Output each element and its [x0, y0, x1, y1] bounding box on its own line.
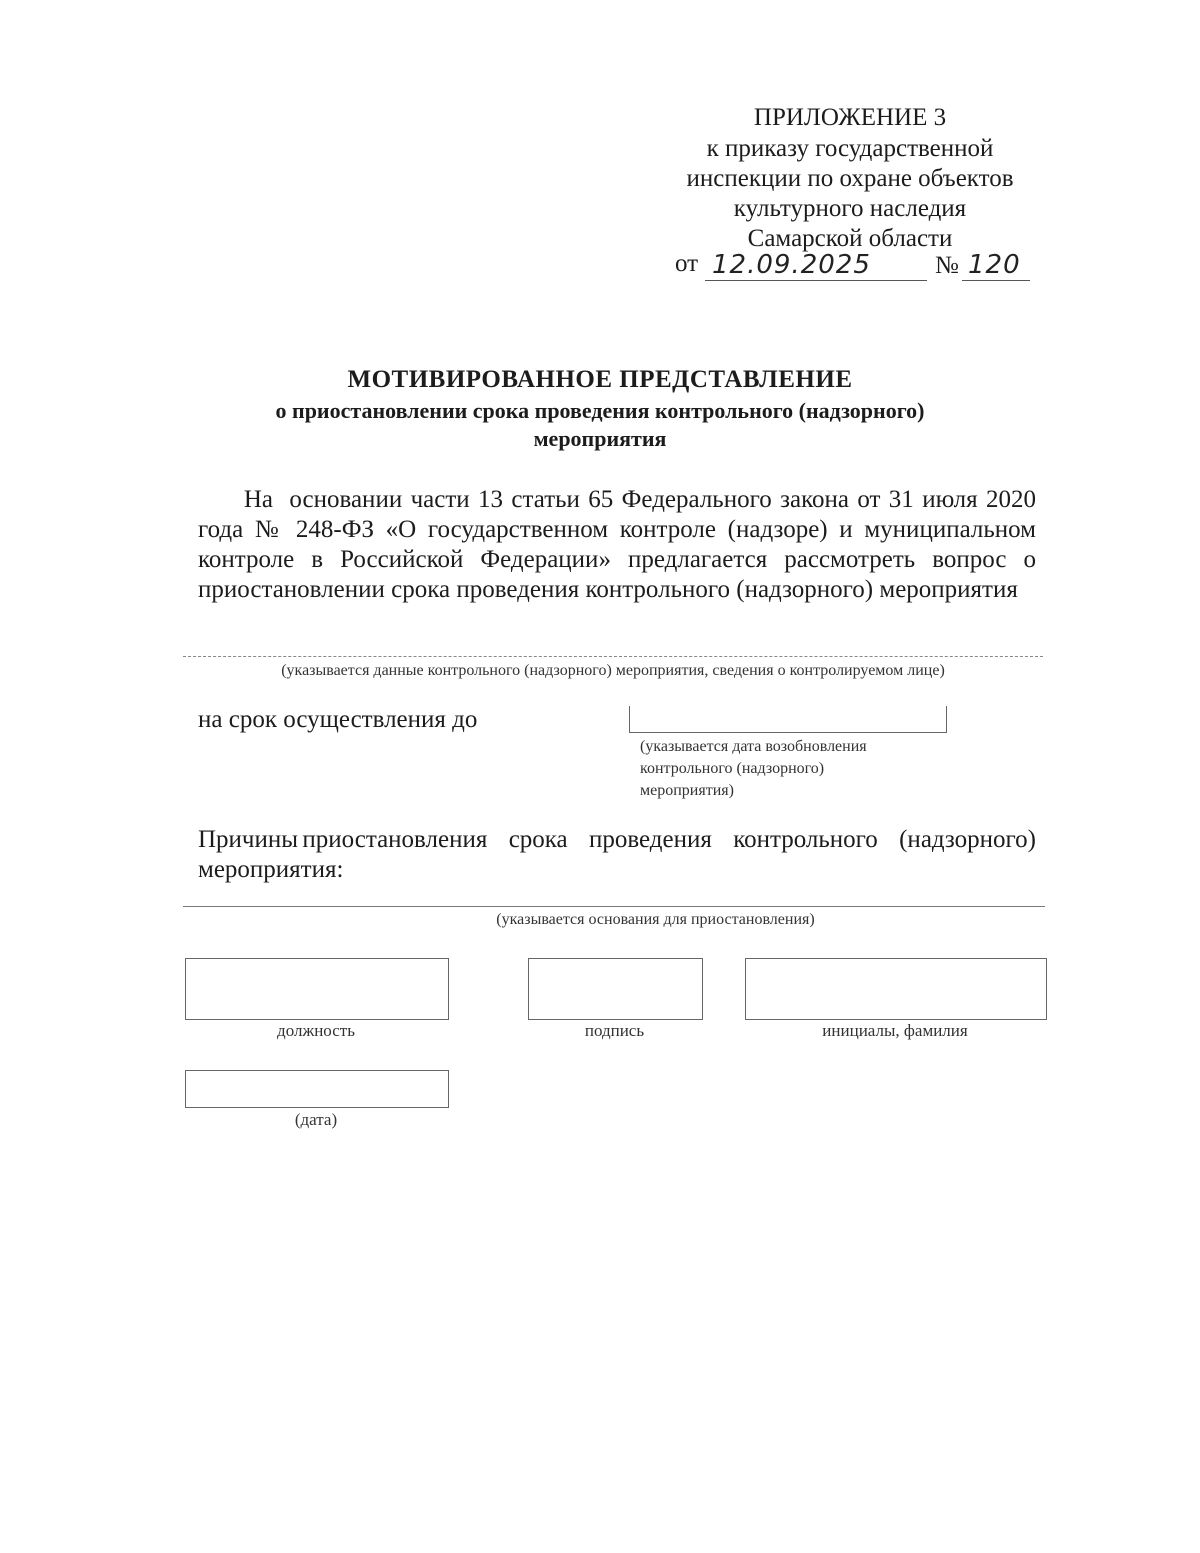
reasons-first-word: Причины [198, 826, 299, 853]
name-caption: инициалы, фамилия [822, 1021, 968, 1040]
resume-date-caption-1: (указывается дата возобновления [640, 738, 867, 755]
signature-caption: подпись [584, 1021, 645, 1040]
reasons-paragraph [198, 825, 1036, 885]
position-caption: должность [277, 1021, 355, 1040]
sign-date-caption: (дата) [294, 1110, 338, 1129]
order-date-row [675, 250, 698, 278]
document-subtitle-2: мероприятия [533, 426, 667, 451]
resume-date-caption-3: мероприятия) [640, 782, 734, 799]
header-line-2: инспекции по охране объектов [686, 165, 1014, 192]
term-label: на срок осуществления до [198, 706, 478, 733]
appendix-label: ПРИЛОЖЕНИЕ 3 [753, 104, 947, 131]
resume-date-caption-2: контрольного (надзорного) [640, 760, 825, 777]
order-number-value: 120 [968, 250, 1021, 280]
name-field[interactable] [745, 958, 1047, 1020]
header-line-3: культурного наследия [733, 195, 967, 222]
header-line-4: Самарской области [747, 225, 953, 252]
date-prefix: от [675, 250, 699, 277]
reasons-line[interactable] [183, 906, 1045, 907]
event-data-line[interactable] [183, 656, 1043, 657]
signature-field[interactable] [528, 958, 703, 1020]
order-date-value: 12.09.2025 [712, 250, 871, 280]
paragraph-first-word: На [243, 486, 273, 513]
reasons-caption: (указывается основания для приостановления) [496, 911, 815, 928]
resume-date-field[interactable] [629, 706, 947, 733]
document-title: МОТИВИРОВАННОЕ ПРЕДСТАВЛЕНИЕ [347, 366, 853, 393]
document-subtitle-1: о приостановлении срока проведения контрольного (надзорного) [275, 398, 925, 423]
event-data-caption: (указывается данные контрольного (надзорного) мероприятия, сведения о контролируемом лице) [281, 662, 945, 679]
header-line-1: к приказу государственной [706, 135, 994, 162]
reasons-rest: приостановления срока проведения контрольного (надзорного) мероприятия: [198, 826, 1037, 883]
paragraph-rest: основании части 13 статьи 65 Федерального закона от 31 июля 2020 года № 248-ФЗ «О государственном контроле (надзоре) и муниципальном контроле в Российской Федерации» предлагается рассмотреть вопрос о приостановлении срока проведения контрольного (надзорного) мероприятия [198, 486, 1036, 603]
number-underline [962, 280, 1030, 281]
date-underline [705, 280, 927, 281]
sign-date-field[interactable] [185, 1070, 449, 1108]
position-field[interactable] [185, 958, 449, 1020]
number-prefix: № [935, 252, 959, 279]
basis-paragraph [198, 485, 1036, 605]
